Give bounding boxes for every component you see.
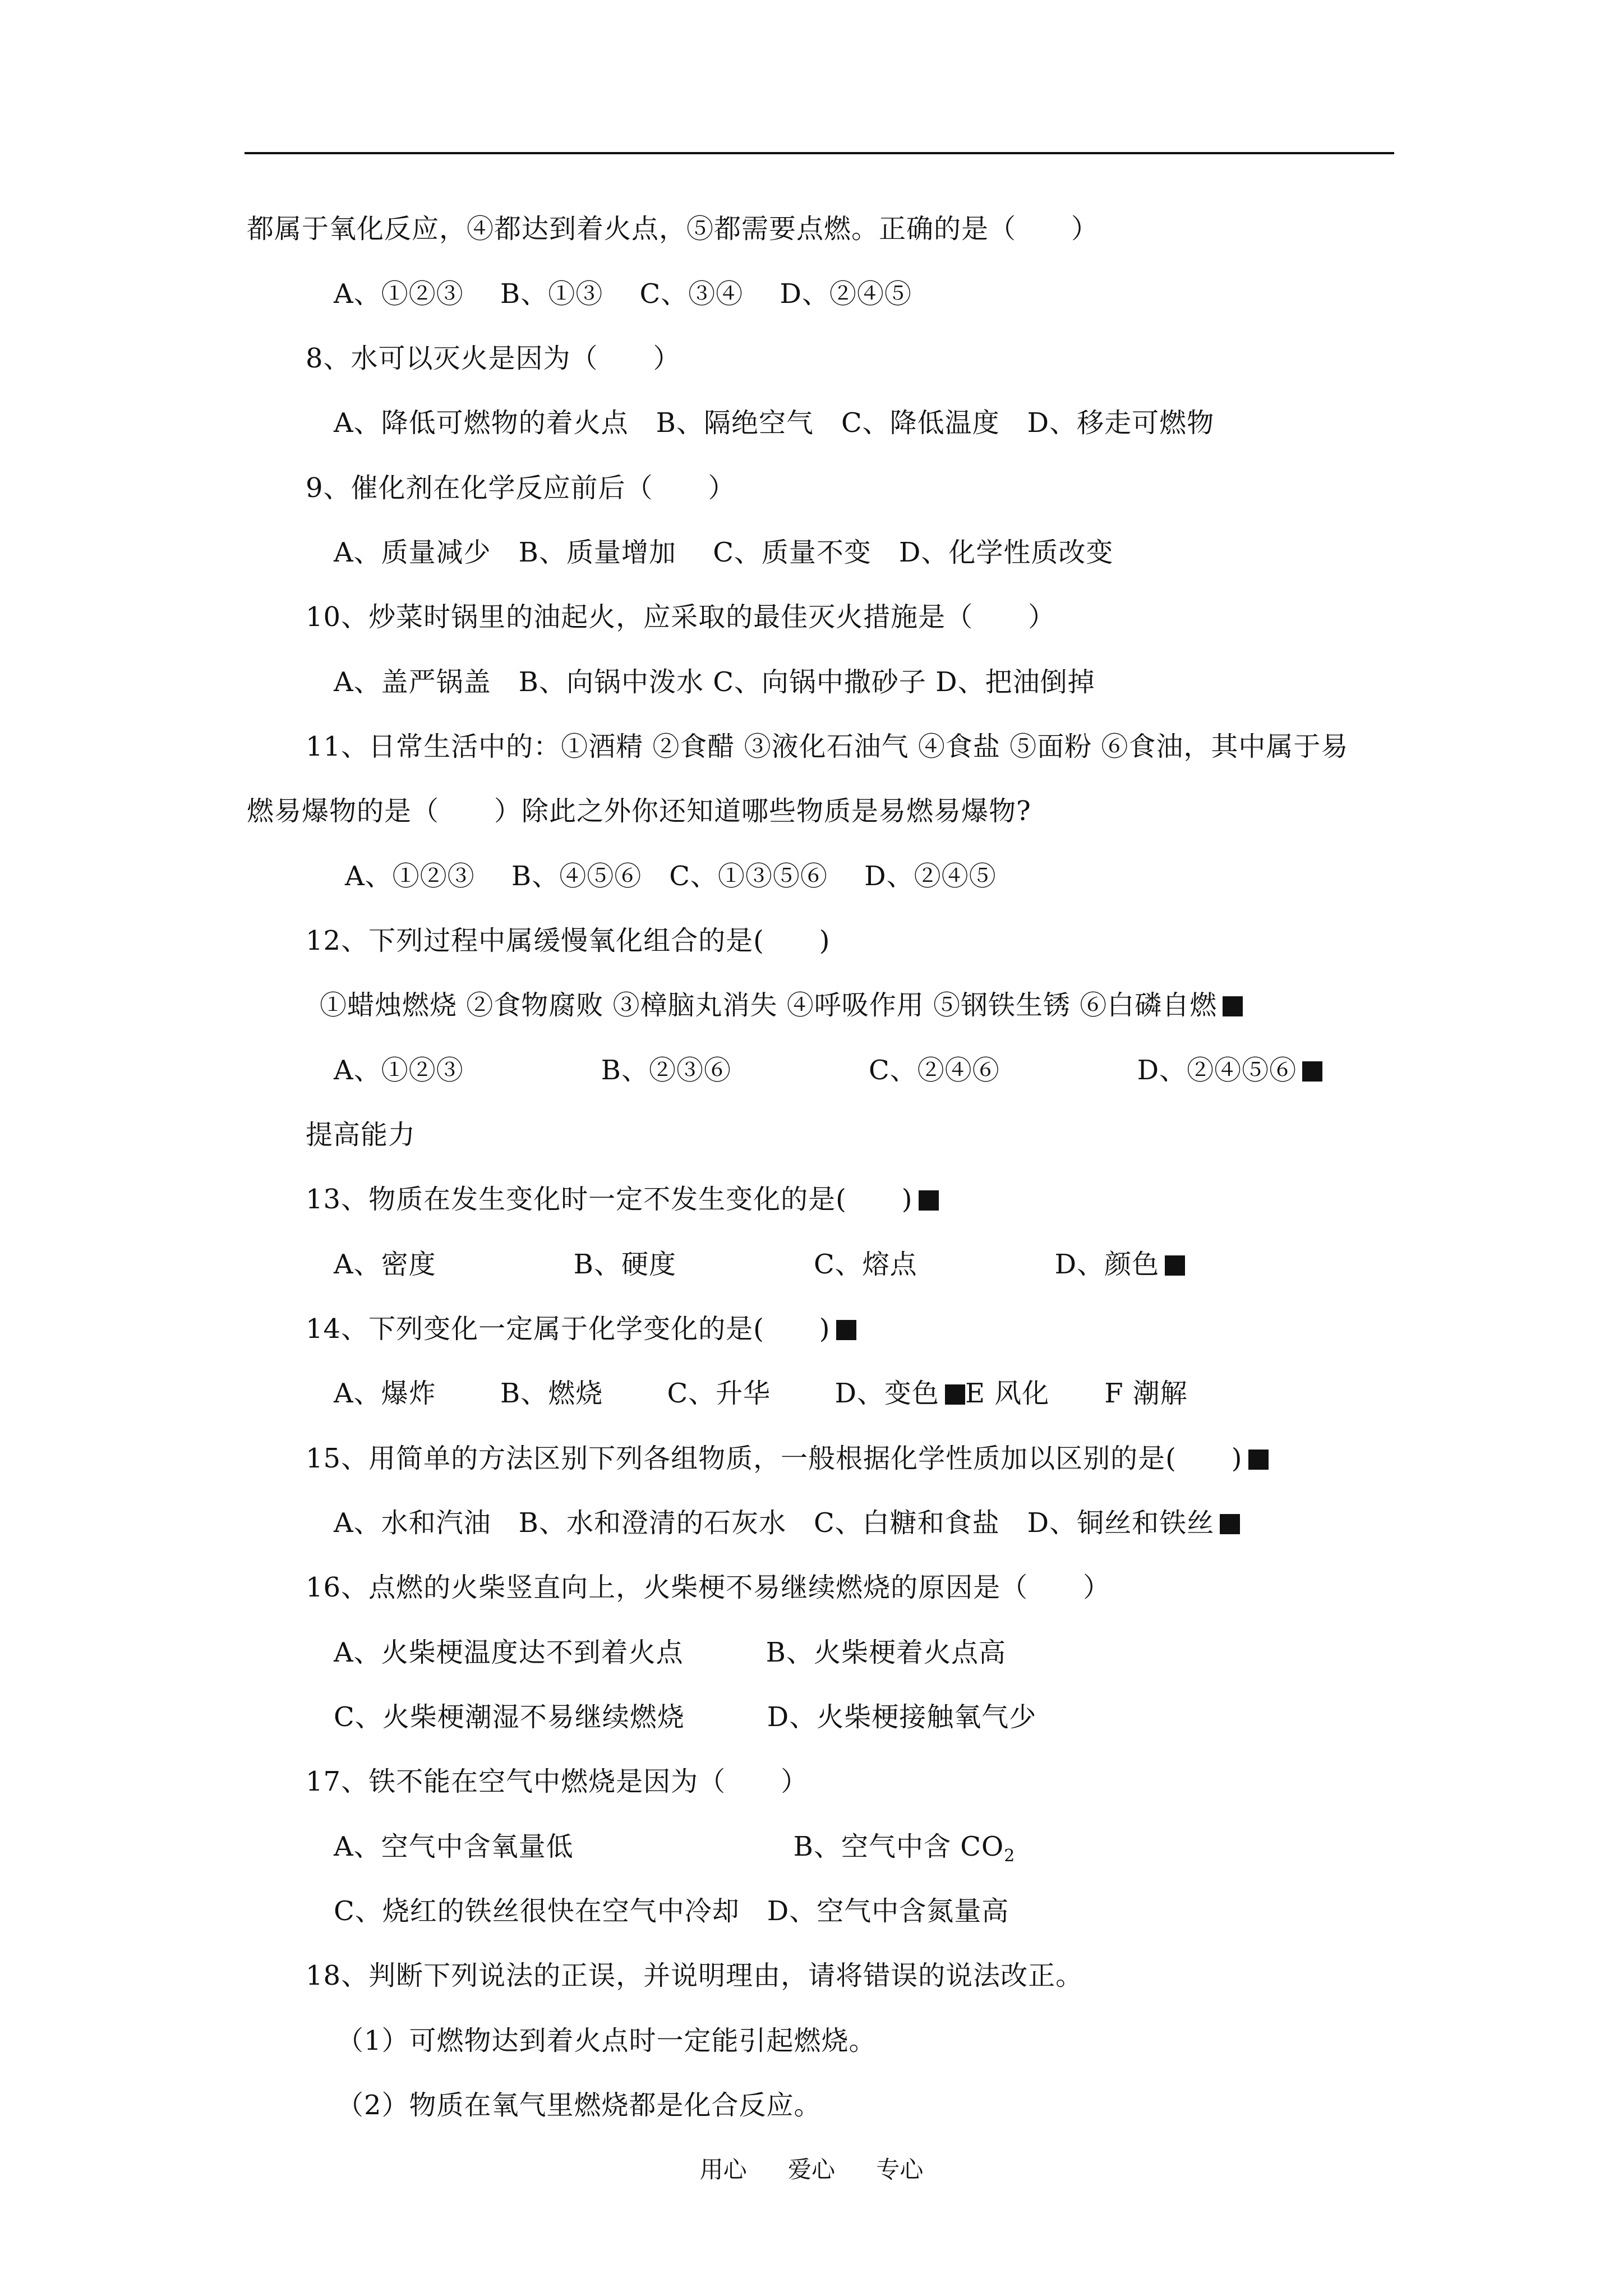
q8-stem: 8、水可以灭火是因为（ ） — [306, 343, 681, 374]
q16-options-cd: C、火柴梗潮湿不易继续燃烧 D、火柴梗接触氧气少 — [334, 1701, 1037, 1733]
q12-options-text: A、①②③ B、②③⑥ C、②④⑥ D、②④⑤⑥ — [334, 1055, 1297, 1086]
q13-options-text: A、密度 B、硬度 C、熔点 D、颜色 — [334, 1249, 1160, 1280]
q14-stem-text: 14、下列变化一定属于化学变化的是( ) — [306, 1313, 831, 1345]
q17-stem: 17、铁不能在空气中燃烧是因为（ ） — [306, 1766, 809, 1797]
q16-options-ab: A、火柴梗温度达不到着火点 B、火柴梗着火点高 — [334, 1637, 1006, 1668]
square-mark-icon — [1165, 1255, 1185, 1276]
q12-options — [334, 1053, 1322, 1087]
square-mark-icon — [1223, 996, 1243, 1016]
q17-options-cd: C、烧红的铁丝很快在空气中冷却 D、空气中含氮量高 — [334, 1895, 1009, 1927]
square-mark-icon — [1302, 1061, 1322, 1082]
q14-stem — [306, 1312, 856, 1346]
q9-options: A、质量减少 B、质量增加 C、质量不变 D、化学性质改变 — [334, 537, 1114, 568]
q15-options-text: A、水和汽油 B、水和澄清的石灰水 C、白糖和食盐 D、铜丝和铁丝 — [334, 1507, 1215, 1539]
square-mark-icon — [945, 1384, 965, 1405]
section-heading: 提高能力 — [306, 1119, 416, 1151]
q17-options-ab-text: A、空气中含氧量低 B、空气中含 CO — [334, 1831, 1004, 1862]
q12-stem: 12、下列过程中属缓慢氧化组合的是( ) — [306, 925, 831, 956]
square-mark-icon — [1220, 1514, 1240, 1534]
subscript-2: 2 — [1004, 1846, 1016, 1866]
q7-options: A、①②③ B、①③ C、③④ D、②④⑤ — [334, 278, 912, 310]
q16-stem: 16、点燃的火柴竖直向上，火柴梗不易继续燃烧的原因是（ ） — [306, 1572, 1111, 1603]
q8-options: A、降低可燃物的着火点 B、隔绝空气 C、降低温度 D、移走可燃物 — [334, 407, 1215, 439]
q10-options: A、盖严锅盖 B、向锅中泼水 C、向锅中撒砂子 D、把油倒掉 — [334, 666, 1095, 698]
q14-options-extra: E 风化 F 潮解 — [965, 1378, 1188, 1409]
square-mark-icon — [836, 1320, 856, 1340]
q15-options — [334, 1506, 1240, 1540]
q13-options — [334, 1248, 1185, 1281]
q18-item-1: （1）可燃物达到着火点时一定能引起燃烧。 — [336, 2025, 877, 2056]
square-mark-icon — [919, 1190, 939, 1211]
page-footer: 用心 爱心 专心 — [699, 2156, 924, 2183]
q11-options: A、①②③ B、④⑤⑥ C、①③⑤⑥ D、②④⑤ — [345, 861, 997, 892]
q12-items-text: ①蜡烛燃烧 ②食物腐败 ③樟脑丸消失 ④呼吸作用 ⑤钢铁生锈 ⑥白磷自燃 — [320, 990, 1218, 1021]
q18-item-2: （2）物质在氧气里燃烧都是化合反应。 — [336, 2090, 822, 2121]
q12-items — [320, 988, 1243, 1022]
q11-stem-continued: 燃易爆物的是（ ）除此之外你还知道哪些物质是易燃易爆物? — [247, 795, 1031, 827]
q13-stem — [306, 1182, 939, 1216]
q17-options-ab — [334, 1830, 1015, 1873]
q7-continued: 都属于氧化反应，④都达到着火点，⑤都需要点燃。正确的是（ ） — [247, 213, 1099, 245]
q14-options — [334, 1377, 1188, 1410]
q11-stem: 11、日常生活中的：①酒精 ②食醋 ③液化石油气 ④食盐 ⑤面粉 ⑥食油，其中属于易 — [306, 731, 1349, 762]
q15-stem — [306, 1442, 1269, 1475]
q13-stem-text: 13、物质在发生变化时一定不发生变化的是( ) — [306, 1184, 913, 1215]
q18-stem: 18、判断下列说法的正误，并说明理由，请将错误的说法改正。 — [306, 1960, 1083, 1991]
q9-stem: 9、催化剂在化学反应前后（ ） — [306, 472, 736, 504]
q15-stem-text: 15、用简单的方法区别下列各组物质，一般根据化学性质加以区别的是( ) — [306, 1443, 1243, 1474]
square-mark-icon — [1248, 1450, 1269, 1470]
q14-options-text: A、爆炸 B、燃烧 C、升华 D、变色 — [334, 1378, 939, 1409]
q10-stem: 10、炒菜时锅里的油起火，应采取的最佳灭火措施是（ ） — [306, 601, 1056, 633]
